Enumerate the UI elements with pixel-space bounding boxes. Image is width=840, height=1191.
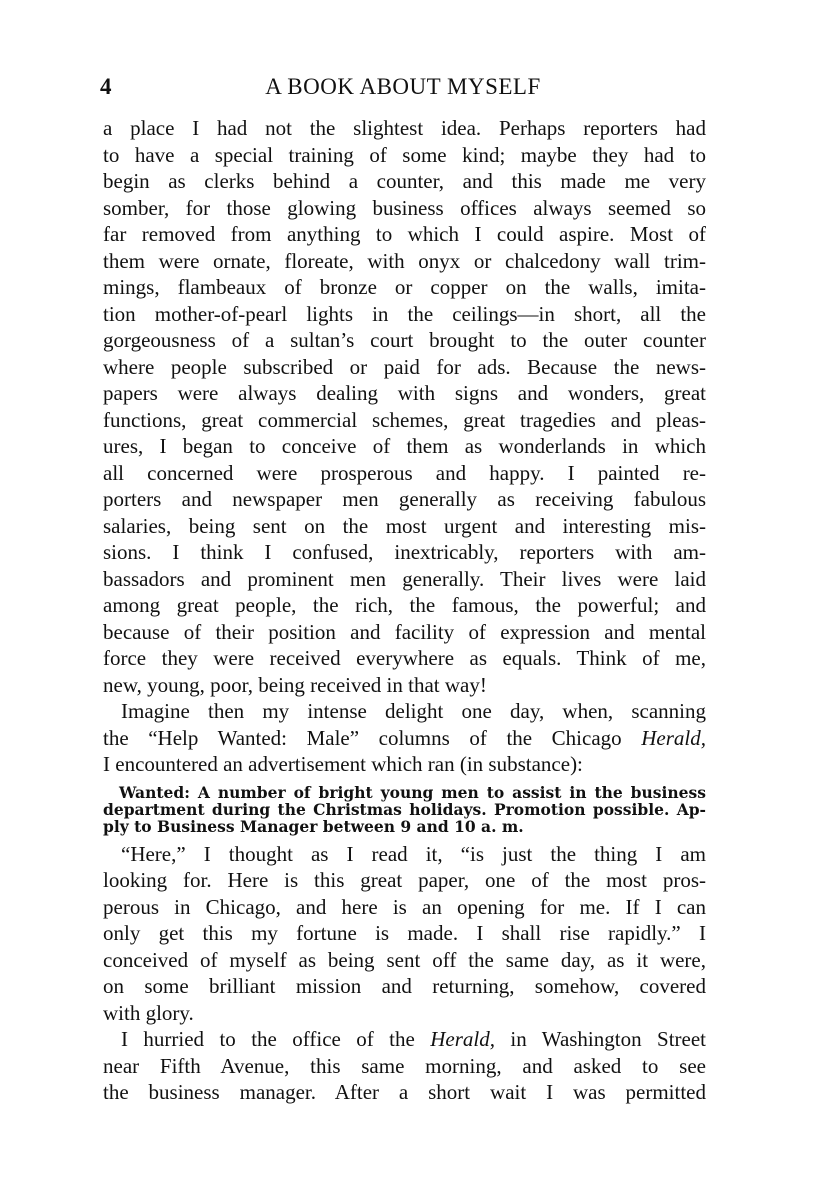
text-line: the business manager. After a short wait I was permitted	[103, 1080, 706, 1104]
text-line: bassadors and prominent men generally. Their lives were laid	[103, 566, 706, 591]
text-line: mings, flambeaux of bronze or copper on the walls, imita-	[103, 275, 706, 299]
text-segment: I hurried to the office of the	[121, 1027, 431, 1051]
text-line: somber, for those glowing business offices always seemed so	[103, 195, 706, 220]
text-line: a place I had not the slightest idea. Perhaps reporters had	[103, 116, 706, 140]
newspaper-title: Herald,	[641, 725, 706, 750]
text-line: papers were always dealing with signs and wonders, great	[103, 381, 706, 405]
text-line: porters and newspaper men generally as receiving fabulous	[103, 487, 706, 511]
advertisement-quote	[103, 784, 706, 835]
ad-line: department during the Christmas holidays. Promotion possible. Ap-	[103, 799, 706, 819]
ad-line: Wanted: A number of bright young men to assist in the business	[119, 782, 706, 802]
book-title: A BOOK ABOUT MYSELF	[265, 74, 541, 99]
text-segment: in Washington Street	[495, 1027, 706, 1051]
text-line: new, young, poor, being received in that way!	[103, 672, 487, 697]
text-line: looking for. Here is this great paper, one of the most pros-	[103, 868, 706, 892]
text-line: sions. I think I confused, inextricably, reporters with am-	[103, 540, 706, 564]
text-line: ures, I began to conceive of them as wonderlands in which	[103, 434, 706, 458]
text-line: only get this my fortune is made. I shall rise rapidly.” I	[103, 921, 706, 945]
text-line: to have a special training of some kind; maybe they had to	[103, 142, 706, 167]
text-line: on some brilliant mission and returning, somehow, covered	[103, 974, 706, 998]
newspaper-title: Herald,	[430, 1027, 496, 1051]
text-line	[103, 1026, 706, 1053]
paragraph-2	[103, 698, 706, 778]
text-line: among great people, the rich, the famous, the powerful; and	[103, 593, 706, 617]
body-text	[103, 115, 706, 1106]
text-line: far removed from anything to which I could aspire. Most of	[103, 222, 706, 246]
text-line: near Fifth Avenue, this same morning, and asked to see	[103, 1053, 706, 1078]
page-number: 4	[100, 74, 112, 99]
text-line: begin as clerks behind a counter, and this made me very	[103, 169, 706, 193]
text-line: with glory.	[103, 1000, 194, 1025]
text-line: because of their position and facility of expression and mental	[103, 619, 706, 644]
paragraph-1	[103, 115, 706, 698]
text-line: where people subscribed or paid for ads. Because the news-	[103, 354, 706, 379]
text-line: Imagine then my intense delight one day, when, scanning	[121, 699, 706, 723]
text-line: conceived of myself as being sent off the same day, as it were,	[103, 947, 706, 972]
text-line: I encountered an advertisement which ran (in substance):	[103, 752, 583, 776]
text-line: tion mother-of-pearl lights in the ceilings—in short, all the	[103, 301, 706, 326]
text-line: gorgeousness of a sultan’s court brought to the outer counter	[103, 328, 706, 352]
text-line: perous in Chicago, and here is an opening for me. If I can	[103, 894, 706, 919]
text-line	[103, 725, 706, 752]
text-line: all concerned were prosperous and happy. I painted re-	[103, 460, 706, 485]
running-head	[100, 72, 706, 102]
text-line: “Here,” I thought as I read it, “is just the thing I am	[121, 841, 706, 866]
text-line: force they were received everywhere as equals. Think of me,	[103, 646, 706, 670]
paragraph-3	[103, 841, 706, 1027]
text-line: functions, great commercial schemes, great tragedies and pleas-	[103, 407, 706, 432]
paragraph-4	[103, 1026, 706, 1106]
ad-line: ply to Business Manager between 9 and 10 a. m.	[103, 816, 524, 836]
text-line: them were ornate, floreate, with onyx or chalcedony wall trim-	[103, 248, 706, 273]
text-line: salaries, being sent on the most urgent and interesting mis-	[103, 513, 706, 538]
text-segment: the “Help Wanted: Male” columns of the Chicago	[103, 725, 642, 750]
